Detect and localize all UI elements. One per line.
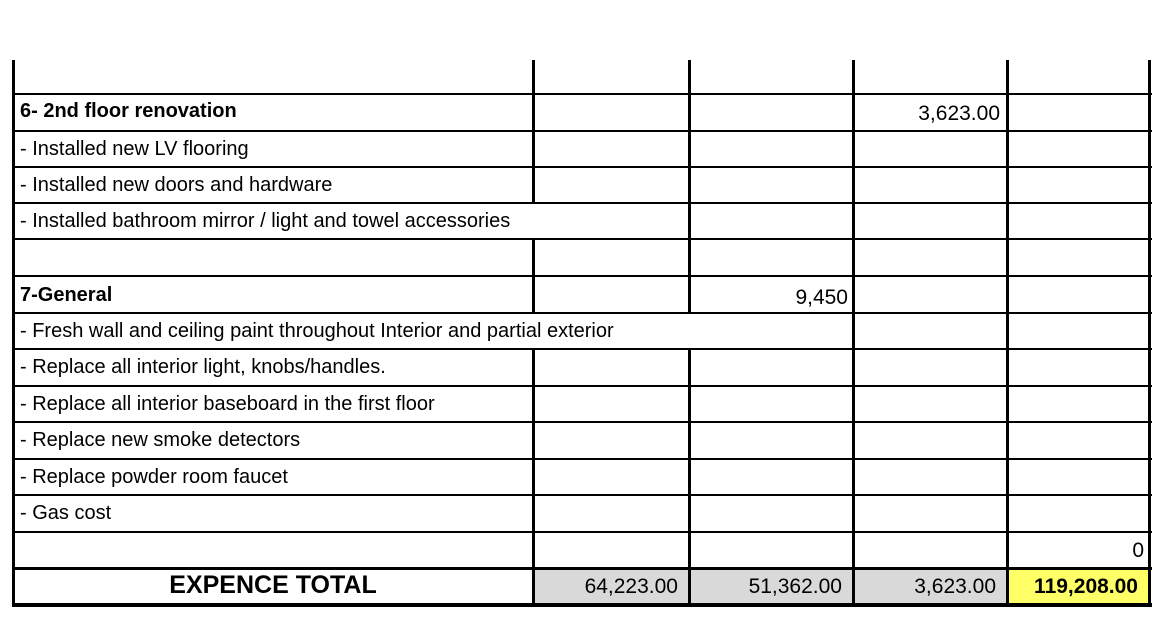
grid-line — [12, 238, 1152, 240]
grid-line — [12, 494, 1152, 496]
grid-line — [12, 130, 1152, 132]
grid-line — [532, 238, 535, 312]
grid-line — [688, 60, 691, 312]
total-cell: 64,223.00 — [535, 570, 688, 603]
grid-line — [12, 348, 1152, 350]
grid-line — [12, 312, 1152, 314]
grid-line — [12, 275, 1152, 277]
grid-line — [12, 166, 1152, 168]
line-item: - Replace powder room faucet — [20, 466, 288, 488]
line-item: - Installed new doors and hardware — [20, 174, 333, 196]
line-item: - Installed bathroom mirror / light and towel accessories — [20, 210, 511, 232]
grid-line — [12, 458, 1152, 460]
line-item: - Fresh wall and ceiling paint throughout Interior and partial exterior — [20, 320, 614, 342]
total-label: EXPENCE TOTAL — [169, 571, 377, 599]
line-item: - Installed new LV flooring — [20, 138, 249, 160]
section-heading: 6- 2nd floor renovation — [20, 100, 237, 122]
grid-line — [12, 93, 1152, 95]
line-item: - Replace all interior baseboard in the first floor — [20, 393, 435, 415]
line-item: - Gas cost — [20, 502, 112, 524]
grid-line — [12, 531, 1152, 533]
grid-line — [1006, 60, 1009, 607]
amount-cell: 9,450 — [795, 286, 848, 309]
grid-line — [532, 348, 535, 607]
total-cell: 51,362.00 — [691, 570, 852, 603]
amount-cell: 0 — [1132, 539, 1144, 562]
grid-line — [12, 421, 1152, 423]
grid-line — [12, 202, 1152, 204]
grid-line — [532, 60, 535, 202]
line-item: - Replace new smoke detectors — [20, 429, 301, 451]
grid-line-right — [1148, 60, 1151, 607]
grid-line — [688, 348, 691, 607]
grid-line — [12, 603, 1152, 607]
total-cell: 3,623.00 — [855, 570, 1006, 603]
grid-line — [852, 60, 855, 607]
amount-cell: 3,623.00 — [918, 102, 1000, 125]
grid-line — [12, 385, 1152, 387]
section-heading: 7-General — [20, 284, 113, 306]
grand-total-cell: 119,208.00 — [1009, 570, 1148, 603]
line-item: - Replace all interior light, knobs/handles. — [20, 356, 386, 378]
